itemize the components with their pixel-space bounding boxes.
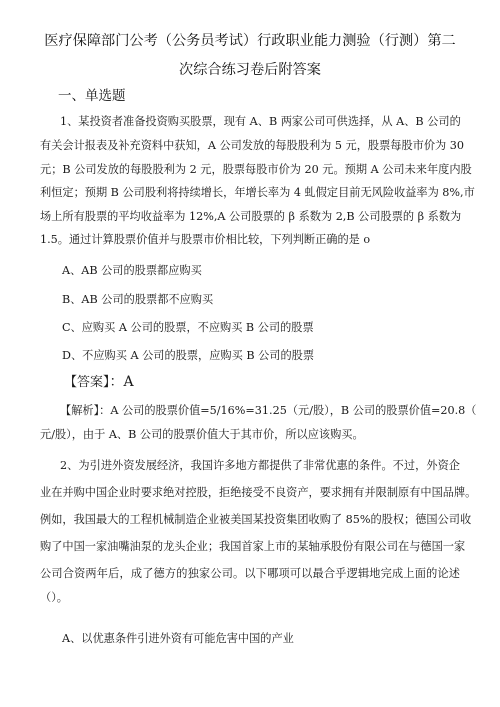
question-1-line: 场上所有股票的平均收益率为 12%,A 公司股票的 β 系数为 2,B 公司股票的 β 系数为 (40, 210, 462, 223)
question-1-line: 有关会计报表及补充资料中获知，A 公司发放的每股股利为 5 元，股票每股市价为 30 (40, 139, 465, 152)
question-1-option-d: D、不应购买 A 公司的股票，应购买 B 公司的股票 (62, 349, 315, 362)
document-title-line-2: 次综合练习卷后附答案 (179, 62, 321, 78)
answer-value: ：A (109, 374, 134, 390)
question-1-line: 元；B 公司发放的每股股利为 2 元，股票每股市价为 20 元。预期 A 公司未来年度内股 (40, 163, 472, 176)
question-1-option-a: A、AB 公司的股票都应购买 (62, 264, 202, 277)
question-1-explanation-line: 元/股），由于 A、B 公司的股票价值大于其市价，所以应该购买。 (40, 428, 364, 441)
question-2-line: 业在并购中国企业时要求绝对控股，拒绝接受不良资产，要求拥有并限制原有中国品牌。 (40, 486, 477, 499)
answer-label: 【答案】 (64, 375, 110, 390)
question-2-line: 购了中国一家油嘴油泵的龙头企业；我国首家上市的某轴承股份有限公司在与德国一家 (40, 540, 466, 553)
question-1-option-b: B、AB 公司的股票都不应购买 (62, 293, 214, 306)
question-2-line: （）。 (40, 591, 68, 604)
document-title-line-1: 医疗保障部门公考（公务员考试）行政职业能力测验（行测）第二 (44, 33, 456, 49)
question-1-explanation-line: 【解析】：A 公司的股票价值=5/16%=31.25（元/股），B 公司的股票价值=20.8（ (60, 404, 477, 417)
question-1-line: 1.5。通过计算股票价值并与股票市价相比较，下列判断正确的是 o (40, 233, 371, 246)
section-heading: 一、单选题 (58, 88, 126, 104)
question-2-line: 例如，我国最大的工程机械制造企业被美国某投资集团收购了 85%的股权；德国公司收 (40, 513, 472, 526)
question-2-line: 2、为引进外资发展经济，我国许多地方都提供了非常优惠的条件。不过，外资企 (60, 459, 460, 472)
question-1-line: 1、某投资者准备投资购买股票，现有 A、B 两家公司可供选择，从 A、B 公司的 (60, 115, 461, 128)
question-2-line: 公司合资两年后，成了德方的独家公司。以下哪项可以最合乎逻辑地完成上面的论述 (40, 567, 460, 580)
question-1-answer (64, 373, 134, 392)
question-2-option-a: A、以优惠条件引进外资有可能危害中国的产业 (62, 632, 294, 645)
question-1-line: 利恒定；预期 B 公司股利将持续增长，年增长率为 4 虬假定目前无风险收益率为 8%,市 (40, 186, 475, 199)
question-1-option-c: C、应购买 A 公司的股票，不应购买 B 公司的股票 (62, 321, 314, 334)
